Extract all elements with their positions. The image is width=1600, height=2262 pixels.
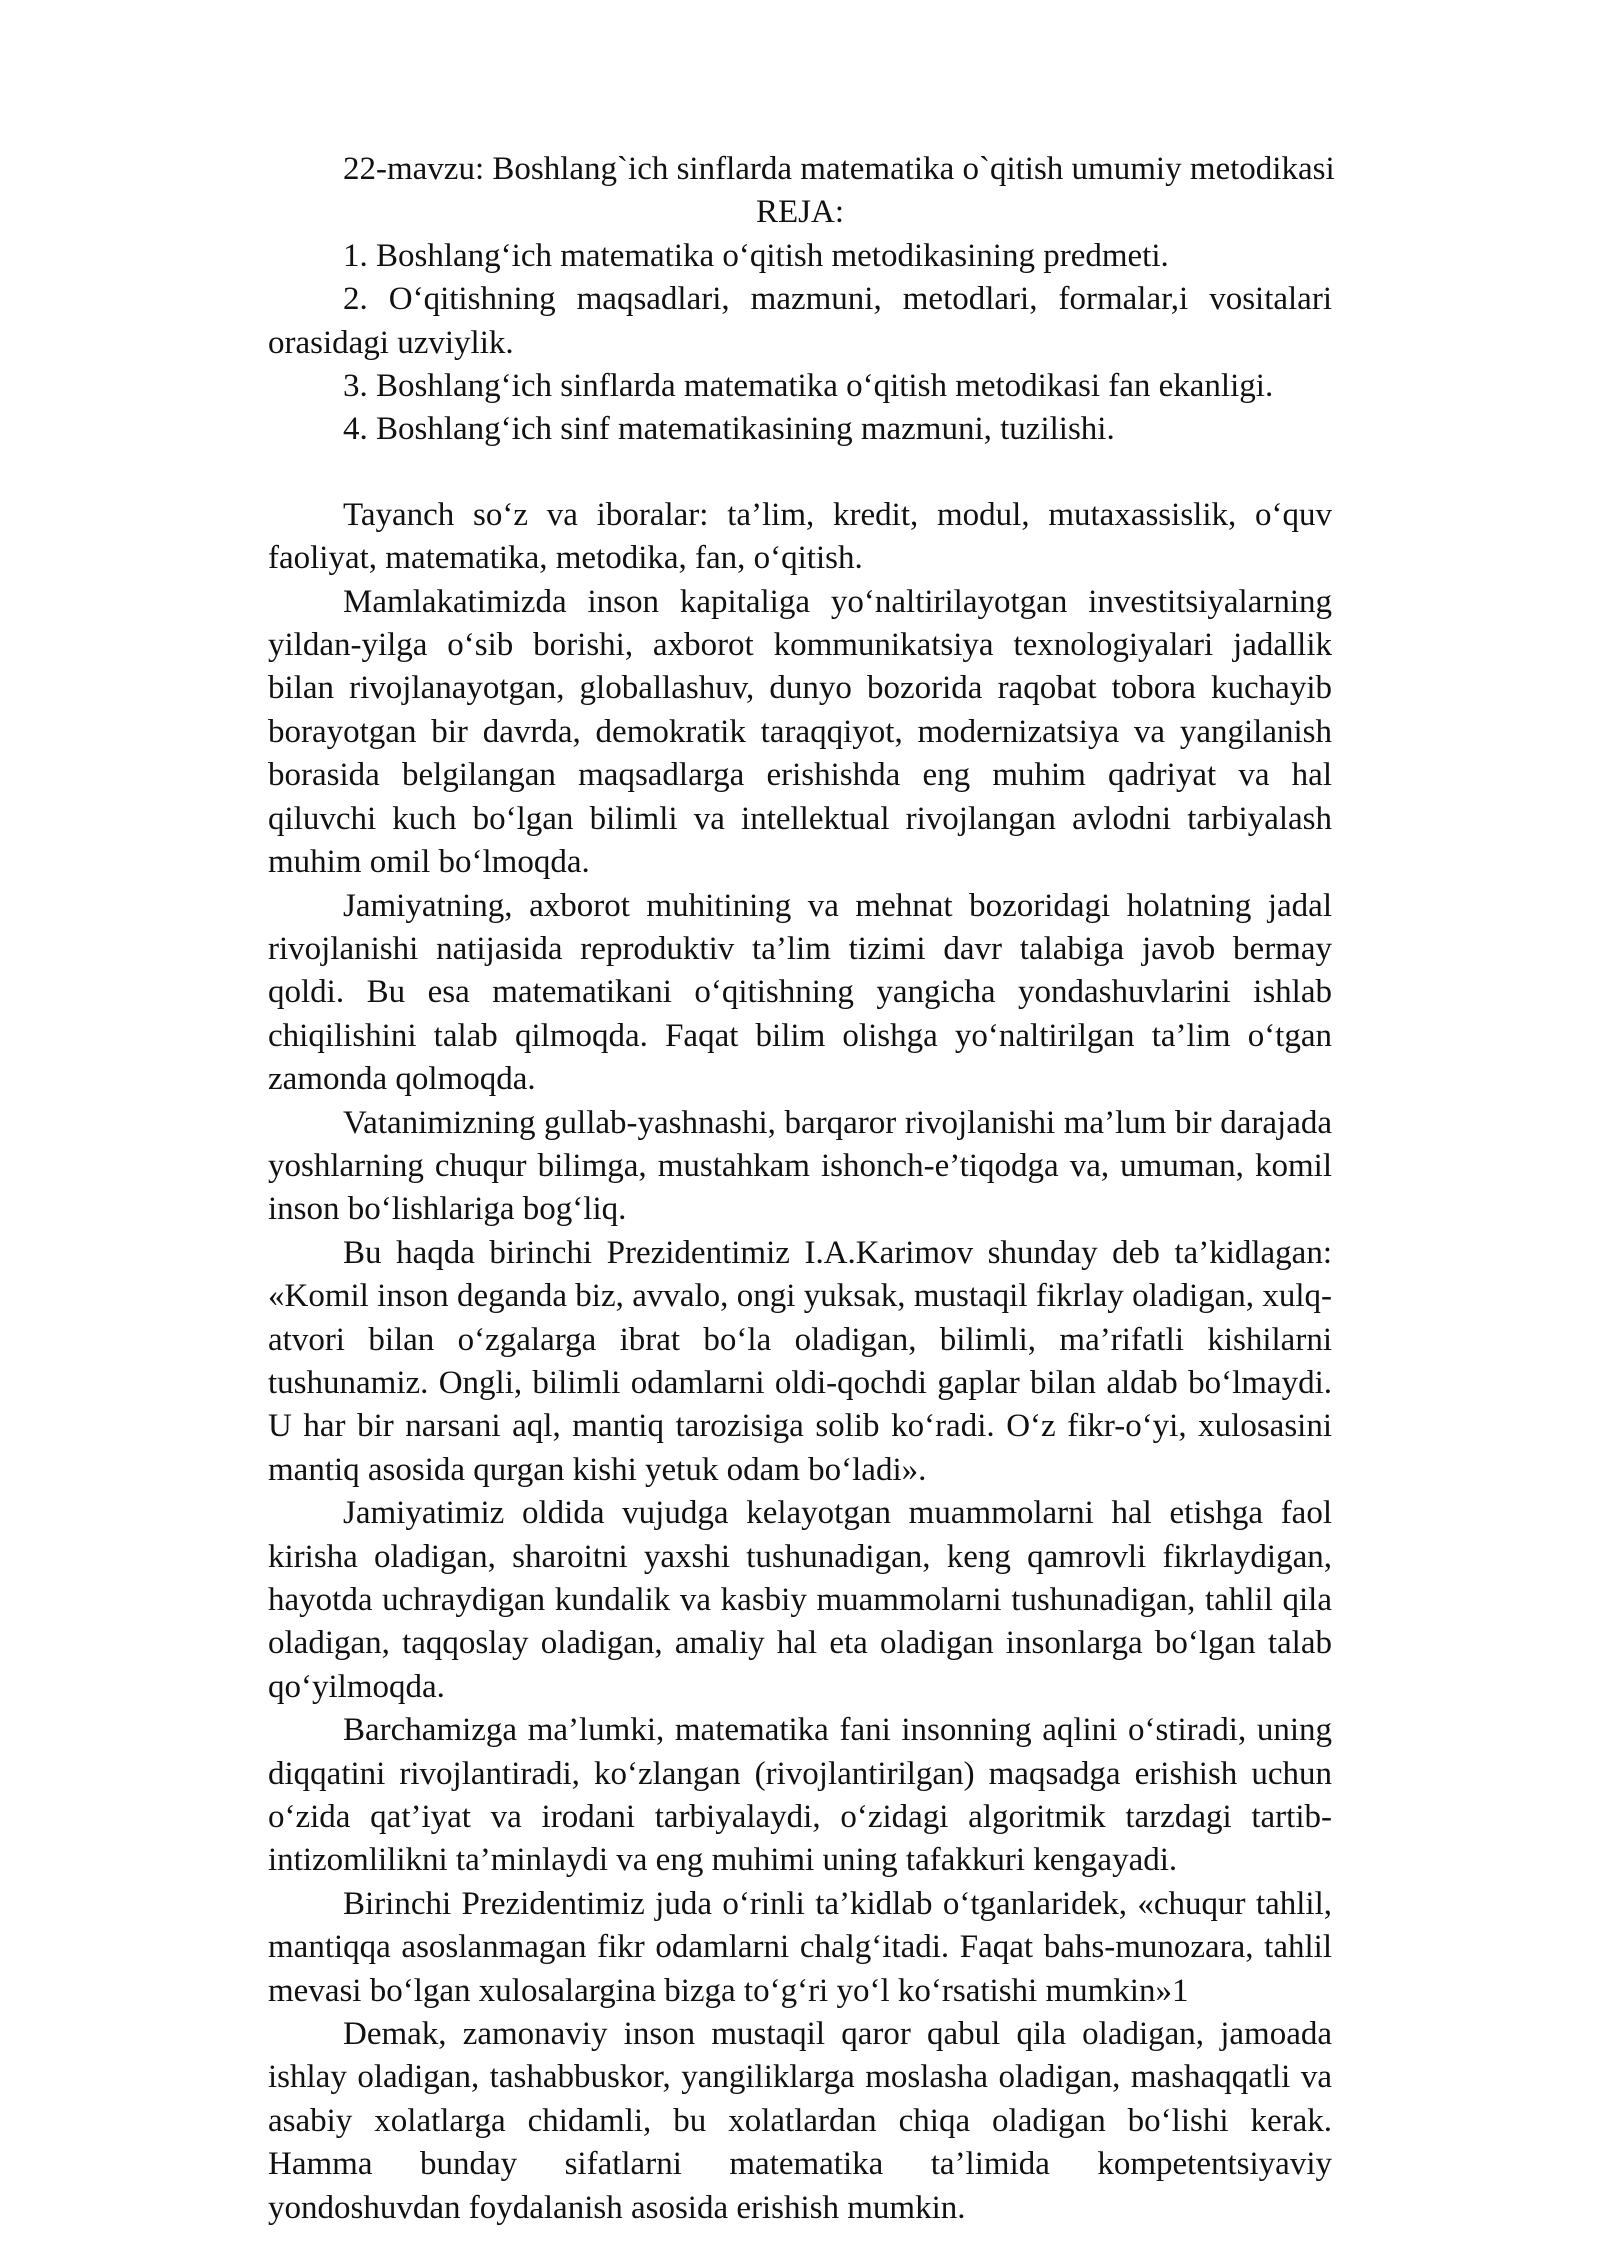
body-paragraph: Birinchi Prezidentimiz juda o‘rinli ta’kidlab o‘tganlaridek, «chuqur tahlil, mantiqqa asoslanmagan fikr odamlarni chalg‘itadi. Faqat bahs-munozara, tahlil mevasi bo‘lgan xulosalargina bizga to‘g‘ri yo‘l ko‘rsatishi mumkin»1 bbox=[268, 1885, 1332, 2009]
spacer bbox=[268, 452, 1332, 494]
body-paragraph: Jamiyatimiz oldida vujudga kelayotgan muammolarni hal etishga faol kirisha oladigan, sharoitni yaxshi tushunadigan, keng qamrovli fikrlaydigan, hayotda uchraydigan kundalik va kasbiy muammolarni tushunadigan, tahlil qila oladigan, taqqoslay oladigan, amaliy hal eta oladigan insonlarga bo‘lgan talab qo‘yilmoqda. bbox=[268, 1495, 1332, 1705]
document-title: 22-mavzu: Boshlang`ich sinflarda matematika o`qitish umumiy metodikasi bbox=[343, 151, 1335, 187]
body-paragraph: Vatanimizning gullab-yashnashi, barqaror rivojlanishi ma’lum bir darajada yoshlarning chuqur bilimga, mustahkam ishonch-e’tiqodga va, umuman, komil inson bo‘lishlariga bog‘liq. bbox=[268, 1104, 1332, 1228]
body-paragraph: Mamlakatimizda inson kapitaliga yo‘naltirilayotgan investitsiyalarning yildan-yilga o‘sib borishi, axborot kommunikatsiya texnologiyalari jadallik bilan rivojlanayotgan, globallashuv, dunyo bozorida raqobat tobora kuchayib borayotgan bir davrda, demokratik taraqqiyot, modernizatsiya va yangilanish borasida belgilangan maqsadlarga erishishda eng muhim qadriyat va hal qiluvchi kuch bo‘lgan bilimli va intellektual rivojlangan avlodni tarbiyalash muhim omil bo‘lmoqda. bbox=[268, 583, 1332, 881]
plan-item: 2. O‘qitishning maqsadlari, mazmuni, metodlari, formalar,i vositalari orasidagi uzviylik. bbox=[268, 281, 1332, 361]
plan-list bbox=[268, 235, 1332, 452]
keywords-paragraph: Tayanch so‘z va iboralar: ta’lim, kredit, modul, mutaxassislik, o‘quv faoliyat, matematika, metodika, fan, o‘qitish. bbox=[268, 496, 1332, 577]
plan-heading: REJA: bbox=[755, 194, 844, 231]
body-paragraph: Barchamizga ma’lumki, matematika fani insonning aqlini o‘stiradi, uning diqqatini rivojlantiradi, ko‘zlangan (rivojlantirilgan) maqsadga erishish uchun o‘zida qat’iyat va irodani tarbiyalaydi, o‘zidagi algoritmik tarzdagi tartib-intizomlilikni ta’minlaydi va eng muhimi uning tafakkuri kengayadi. bbox=[268, 1712, 1332, 1879]
body-paragraph: Jamiyatning, axborot muhitining va mehnat bozoridagi holatning jadal rivojlanishi natijasida reproduktiv ta’lim tizimi davr talabiga javob bermay qoldi. Bu esa matematikani o‘qitishning yangicha yondashuvlarini ishlab chiqilishini talab qilmoqda. Faqat bilim olishga yo‘naltirilgan ta’lim o‘tgan zamonda qolmoqda. bbox=[268, 887, 1332, 1098]
plan-item: 1. Boshlang‘ich matematika o‘qitish metodikasining predmeti. bbox=[343, 237, 1169, 274]
document-page bbox=[268, 148, 1335, 2230]
plan-item: 4. Boshlang‘ich sinf matematikasining mazmuni, tuzilishi. bbox=[343, 411, 1115, 448]
body-paragraph: Bu haqda birinchi Prezidentimiz I.A.Karimov shunday deb ta’kidlagan: «Komil inson deganda biz, avvalo, ongi yuksak, mustaqil fikrlay oladigan, xulq-atvori bilan o‘zgalarga ibrat bo‘la oladigan, bilimli, ma’rifatli kishilarni tushunamiz. Ongli, bilimli odamlarni oldi-qochdi gaplar bilan aldab bo‘lmaydi. U har bir narsani aql, mantiq tarozisiga solib ko‘radi. O‘z fikr-o‘yi, xulosasini mantiq asosida qurgan kishi yetuk odam bo‘ladi». bbox=[268, 1234, 1332, 1488]
body-paragraph: Demak, zamonaviy inson mustaqil qaror qabul qila oladigan, jamoada ishlay oladigan, tashabbuskor, yangiliklarga moslasha oladigan, mashaqqatli va asabiy xolatlarga chidamli, bu xolatlardan chiqa oladigan bo‘lishi kerak. Hamma bunday sifatlarni matematika ta’limida kompetentsiyaviy yondoshuvdan foydalanish asosida erishish mumkin. bbox=[268, 2016, 1332, 2226]
plan-item: 3. Boshlang‘ich sinflarda matematika o‘qitish metodikasi fan ekanligi. bbox=[343, 368, 1274, 405]
